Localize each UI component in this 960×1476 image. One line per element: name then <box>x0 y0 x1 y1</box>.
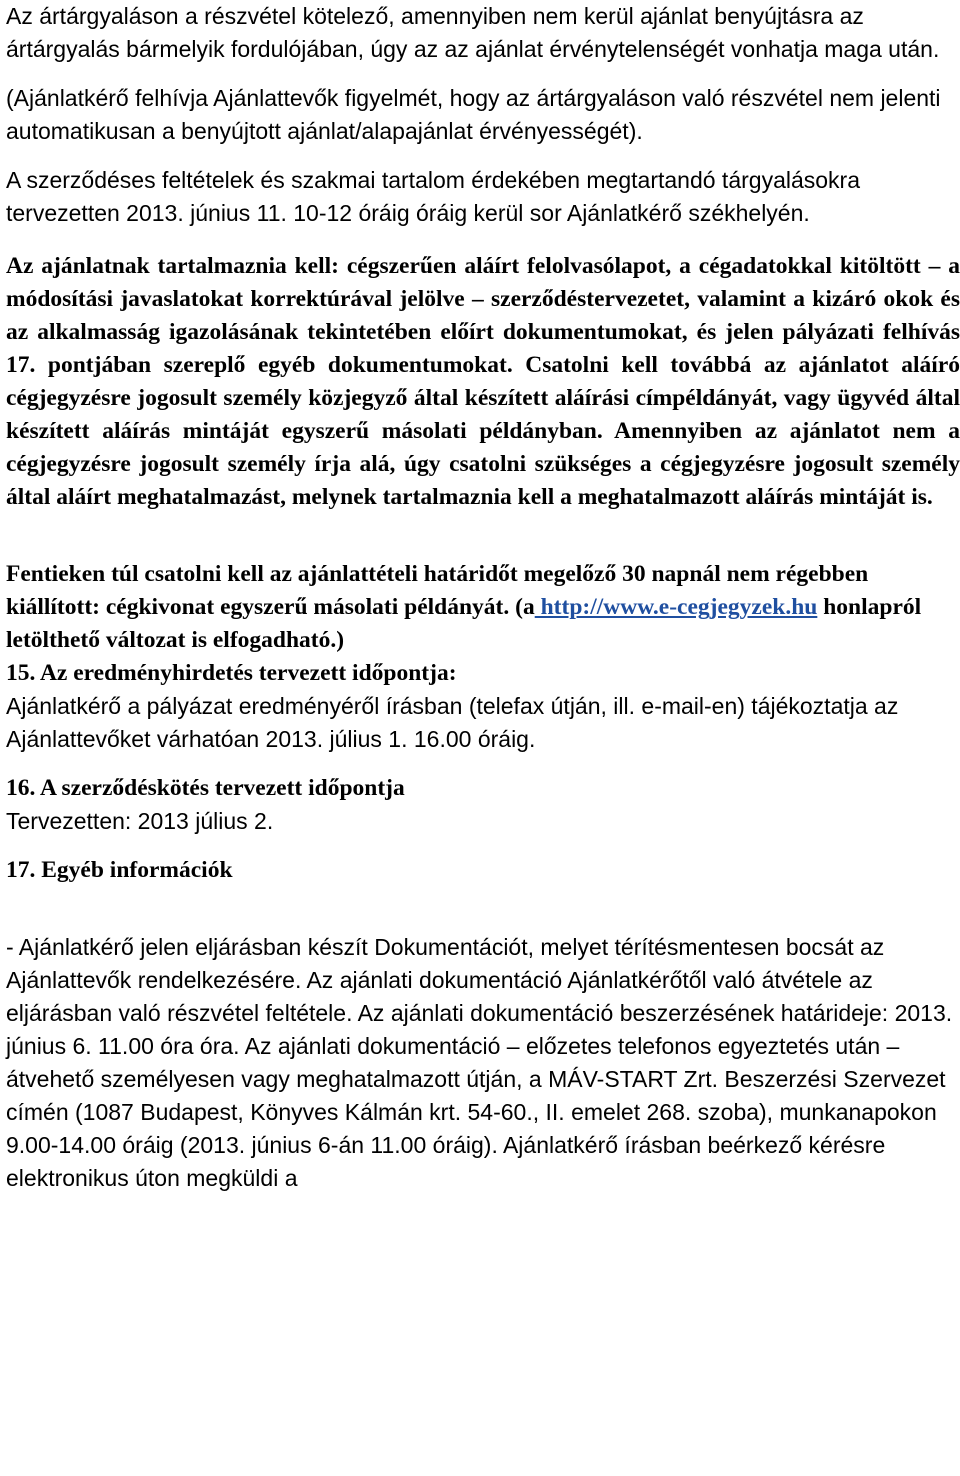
section-15-body: Ajánlatkérő a pályázat eredményéről írásban (telefax útján, ill. e-mail-en) tájékoztatja az Ajánlattevőket várhatóan 2013. július 1. 16.00 óráig. <box>6 693 899 752</box>
section-16-body: Tervezetten: 2013 július 2. <box>6 808 274 834</box>
company-extract-text-after: honlapról letölthető változat is elfogadható.) <box>6 594 922 653</box>
section-15-heading: 15. Az eredményhirdetés tervezett időpontja: <box>6 660 457 686</box>
cegjegyzek-link[interactable]: http://www.e-cegjegyzek.hu <box>534 594 818 620</box>
paragraph-bid-requirements: Az ajánlatnak tartalmaznia kell: cégszerűen aláírt felolvasólapot, a cégadatokkal kitöltött – a módosítási javaslatokat korrektúrával jelölve – szerződéstervezetet, valamint a kizáró okok és az alkalmasság igazolásának tekintetében előírt dokumentumokat, és jelen pályázati felhívás 17. pontjában szereplő egyéb dokumentumokat. Csatolni kell továbbá az ajánlatot aláíró cégjegyzésre jogosult személy közjegyző által készített aláírási címpéldányát, vagy ügyvéd által készített aláírás mintáját egyszerű másolati példányban. Amennyiben az ajánlatot nem a cégjegyzésre jogosult személy írja alá, úgy csatolni szükséges a cégjegyzésre jogosult személy által aláírt meghatalmazást, melynek tartalmaznia kell a meghatalmazott aláírás mintáját is. <box>6 253 960 510</box>
document-page <box>6 0 960 1195</box>
paragraph-participation-mandatory: Az ártárgyaláson a részvétel kötelező, amennyiben nem kerül ajánlat benyújtásra az ártárgyalás bármelyik fordulójában, úgy az az ajánlat érvénytelenségét vonhatja maga után. <box>6 3 940 62</box>
company-extract-text-before: Fentieken túl csatolni kell az ajánlattételi határidőt megelőző 30 napnál nem régebben kiállított: cégkivonat egyszerű másolati példányát. (a <box>6 561 869 620</box>
paragraph-company-extract <box>6 558 960 657</box>
section-17-body: - Ajánlatkérő jelen eljárásban készít Dokumentációt, melyet térítésmentesen bocsát az Ajánlattevők rendelkezésére. Az ajánlati dokumentáció Ajánlatkérőtől való átvétele az eljárásban való részvétel feltétele. Az ajánlati dokumentáció beszerzésének határideje: 2013. június 6. 11.00 óra óra. Az ajánlati dokumentáció – előzetes telefonos egyeztetés után – átvehető személyesen vagy meghatalmazott útján, a MÁV-START Zrt. Beszerzési Szervezet címén (1087 Budapest, Könyves Kálmán krt. 54-60., II. emelet 268. szoba), munkanapokon 9.00-14.00 óráig (2013. június 6-án 11.00 óráig). Ajánlatkérő írásban beérkező kérésre elektronikus úton megküldi a <box>6 934 953 1191</box>
section-16-heading: 16. A szerződéskötés tervezett időpontja <box>6 775 405 801</box>
section-17-heading: 17. Egyéb információk <box>6 857 233 883</box>
paragraph-negotiation-schedule: A szerződéses feltételek és szakmai tartalom érdekében megtartandó tárgyalásokra tervezetten 2013. június 11. 10-12 óráig óráig kerül sor Ajánlatkérő székhelyén. <box>6 167 860 226</box>
paragraph-notice: (Ajánlatkérő felhívja Ajánlattevők figyelmét, hogy az ártárgyaláson való részvétel nem jelenti automatikusan a benyújtott ajánlat/alapajánlat érvényességét). <box>6 85 941 144</box>
